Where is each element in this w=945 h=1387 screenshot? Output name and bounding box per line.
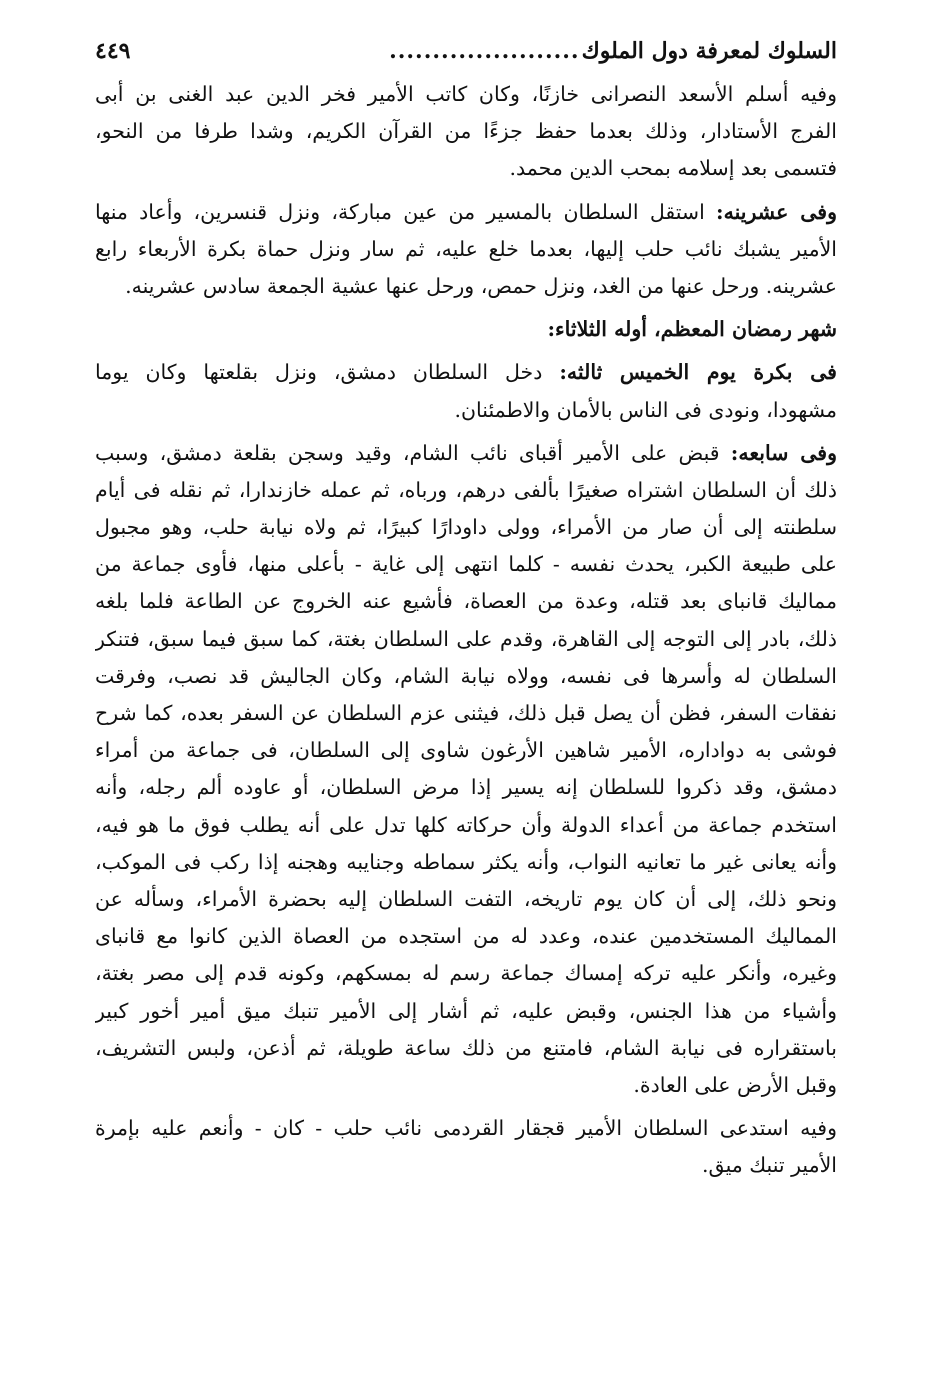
date-lead: وفى سابعه: [730, 440, 837, 465]
text-line: وفى عشرينه: استقل السلطان بالمسير من عين مباركة، ونزل قنسرين، وأعاد منها [95, 199, 837, 224]
text-line: وأشياء من هذا الجنس، وقبض عليه، ثم أشار إلى الأمير تنبك ميق أمير أخور كبير [95, 998, 837, 1023]
page-number: ٤٤٩ [95, 38, 131, 64]
text-line: الأمير يشبك نائب حلب إليها، بعدما خلع عليه، ثم سار ونزل حماة بكرة الأربعاء رابع [95, 236, 837, 261]
text-line: سلطنته إلى أن صار من الأمراء، وولى داودارًا كبيرًا، ثم ولاه نيابة حلب، وهو مجبول [95, 515, 837, 540]
date-lead: وفى عشرينه: [716, 199, 837, 224]
text-line: فتسمى بعد إسلامه بمحب الدين محمد. [509, 156, 837, 181]
text-line: ذلك، بادر إلى التوجه إلى القاهرة، وقدم على السلطان بغتة، كما سبق فيما سبق، فتنكر [95, 626, 837, 651]
paragraph [95, 76, 837, 188]
leader-dots: ...................... [389, 38, 580, 64]
text-line: وأنه يعانى غير ما تعانيه النواب، وأنه يكثر سماطه وجنايبه وهجنه إذا ركب فى الموكب، [95, 849, 837, 874]
text-line: فى بكرة يوم الخميس ثالثه: دخل السلطان دمشق، ونزل بقلعتها وكان يوما [95, 360, 837, 385]
text-line: الأمير تنبك ميق. [701, 1153, 837, 1178]
text-line: مشهودا، ونودى فى الناس بالأمان والاطمئنان. [454, 397, 837, 422]
text-line: نفقات السفر، فظن أن يصل قبل ذلك، فيثنى عزم السلطان عن السفر بعده، كما شرح [95, 701, 837, 725]
text-line: استخدم جماعة من أعداء الدولة وأن حركاته كلها تدل على أنه يطلب فوق ما هو فيه، [95, 812, 837, 837]
text-line: دمشق، وقد ذكروا للسلطان إنه يسير إذا مرض السلطان، أو عاوده ألم رجله، وأنه [95, 775, 837, 800]
text-line: وفى سابعه: قبض على الأمير أقباى نائب الشام، وقيد وسجن بقلعة دمشق، وسبب [95, 440, 837, 465]
text-line: عشرينه. ورحل عنها من الغد، ونزل حمص، ورحل عنها عشية الجمعة سادس عشرينه. [125, 273, 837, 298]
paragraph [95, 194, 837, 306]
text-line: ذلك أن السلطان اشتراه صغيرًا بألفى درهم، ورباه، ثم عمله خازندارا، ثم نقله فى أيام [95, 477, 837, 502]
section-heading [95, 311, 837, 348]
text-line: الفرج الأستادار، وذلك بعدما حفظ جزءًا من القرآن الكريم، وشدا طرفا من النحو، [95, 119, 837, 144]
text-line: وغيره، وأنكر عليه تركه إمساك جماعة رسم له بمسكهم، وكونه قدم إلى مصر بغتة، [95, 961, 837, 986]
text-line: باستقراره فى نيابة الشام، فامتنع من ذلك ساعة طويلة، ثم أذعن، ولبس التشريف، [95, 1035, 837, 1060]
text-line: السلطان له وأسرها فى نفسه، وولاه نيابة الشام، وكان الجاليش قد نصب، وفرقت [95, 663, 837, 688]
running-title: السلوك لمعرفة دول الملوك [581, 38, 837, 64]
month-heading: شهر رمضان المعظم، أوله الثلاثاء: [547, 317, 837, 342]
page-header [95, 38, 837, 72]
text-line: وفيه استدعى السلطان الأمير قجقار القردمى نائب حلب - كان - وأنعم عليه بإمرة [95, 1116, 837, 1141]
text-line: فوشى به دواداره، الأمير شاهين الأرغون شاوى إلى السلطان، فى جماعة من أمراء [95, 738, 837, 763]
date-lead: فى بكرة يوم الخميس ثالثه: [559, 360, 837, 385]
paragraph [95, 354, 837, 428]
text-line: وقبل الأرض على العادة. [633, 1072, 837, 1097]
text-line: ونحو ذلك، إلى أن كان يوم تاريخه، التفت السلطان إليه بحضرة الأمراء، وسأله عن [95, 886, 837, 911]
text-line: وفيه أسلم الأسعد النصرانى خازنًا، وكان كاتب الأمير فخر الدين عبد الغنى بن أبى [95, 82, 837, 106]
paragraph [95, 435, 837, 1104]
text-line: المماليك المستخدمين عنده، وعدد له من استجده من العصاة الذين كانوا مع قانباى [95, 924, 837, 949]
text-line: على طبيعة الكبر، يحدث نفسه - كلما انتهى إلى غاية - بأعلى منها، فأوى جماعة من [95, 552, 837, 577]
paragraph [95, 1110, 837, 1184]
text-line: مماليك قانباى بعد قتله، وعدة من العصاة، فأشيع عنه الخروج عن الطاعة فلما بلغه [95, 589, 837, 614]
